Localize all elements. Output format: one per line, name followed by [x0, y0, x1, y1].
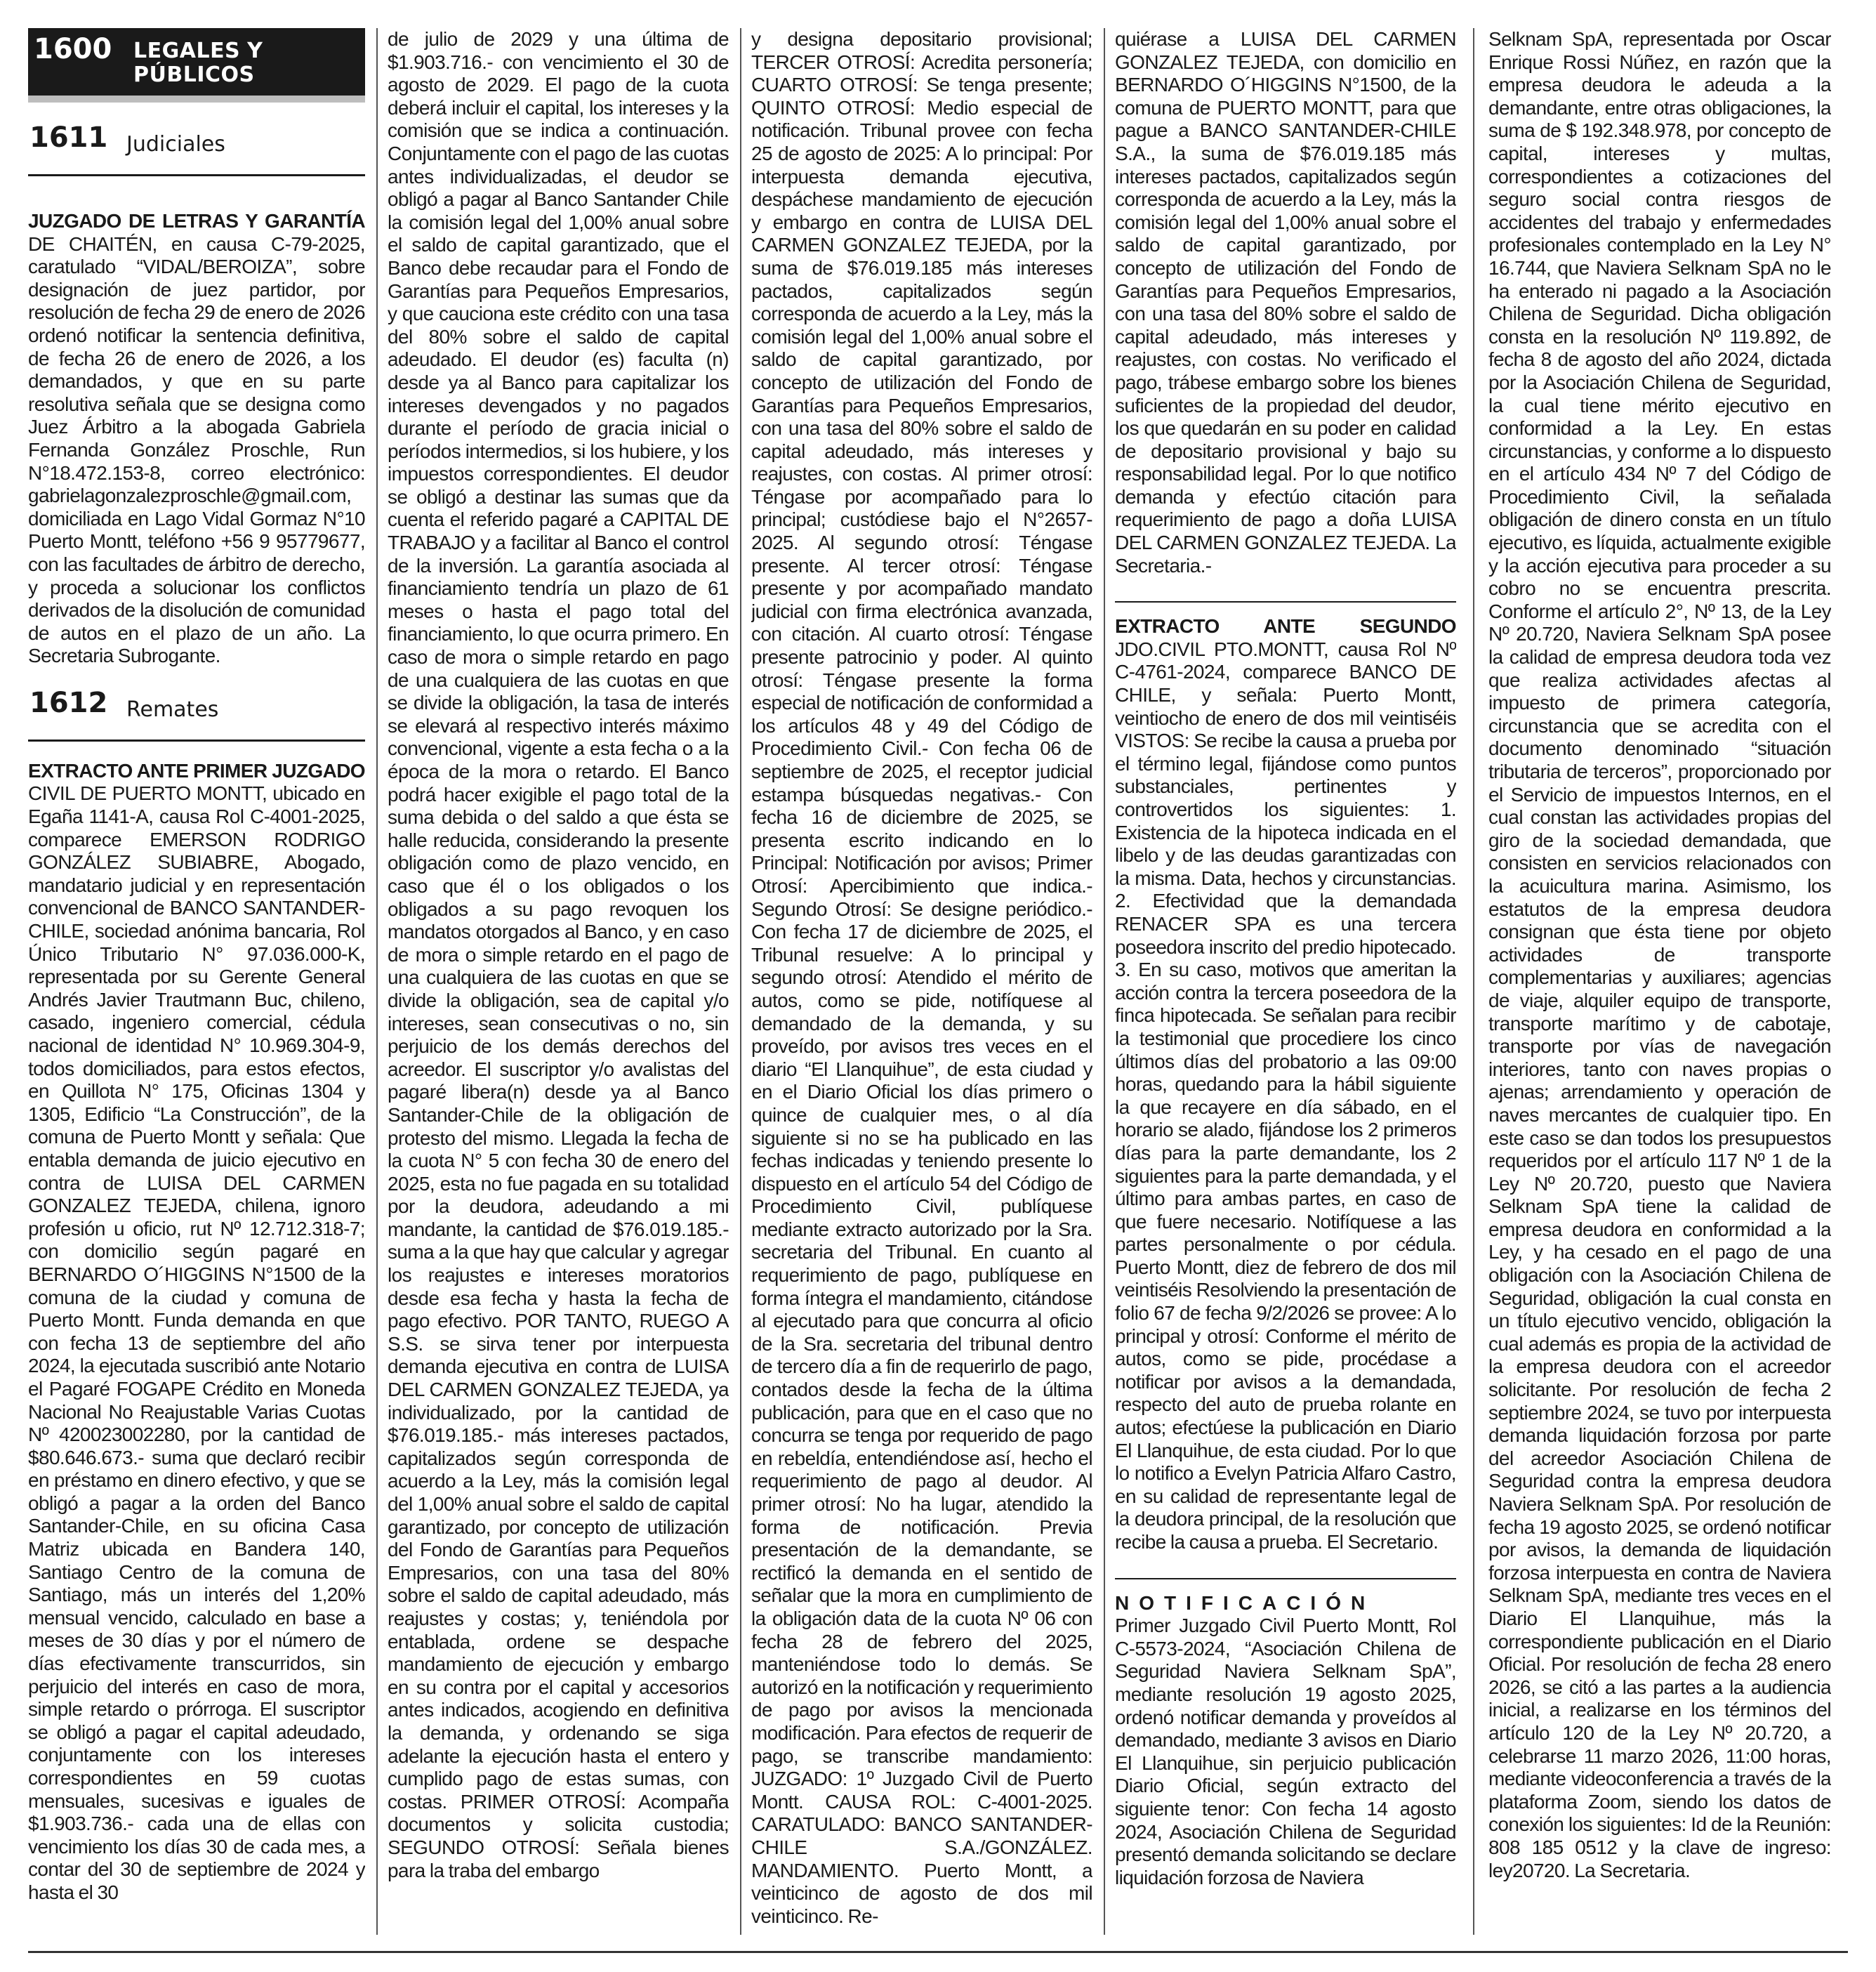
notice-body: quiérase a LUISA DEL CARMEN GONZALEZ TEJEDA, con domicilio en BERNARDO O´HIGGINS N°1500, de la comuna de PUERTO MONTT, para que pague a BANCO SANTANDER-CHILE S.A., la suma de $76.019.185 más intereses pactados, capitalizados según corresponda de acuerdo a la Ley, más la comisión legal del 1,00% anual sobre el saldo de capital garantizado, por concepto de utilización del Fondo de Garantías para Pequeños Empresarios, con una tasa del 80% sobre el saldo de capital adeudado, más intereses y reajustes, con costas. No verificado el pago, trábese embargo sobre los bienes suficientes de la propiedad del deudor, los que quedarán en su poder en calidad de depositario provisional y bajo su responsabilidad legal. Por lo que notifico demanda y efectúo citación para requerimiento de pago a doña LUISA DEL CARMEN GONZALEZ TEJEDA. La Secretaria.-: [1115, 28, 1456, 577]
notice-primer-juzgado-cont: [388, 28, 729, 1882]
subsection-header-judiciales: [28, 118, 365, 173]
notice-body: Primer Juzgado Civil Puerto Montt, Rol C-5573-2024, “Asociación Chilena de Seguridad Naviera Selknam SpA”, mediante resolución 19 agosto 2025, ordenó notificar demanda y proveídos al demandado, mediante 3 avisos en Diario El Llanquihue, sin perjuicio publicación Diario Oficial, según extracto del siguiente tenor: Con fecha 14 agosto 2024, Asociación Chilena de Seguridad presentó demanda solicitando se declare liquidación forzosa de Naviera: [1115, 1615, 1456, 1888]
notice-lead: EXTRACTO ANTE SEGUNDO: [1115, 615, 1456, 638]
section-header: [28, 28, 365, 103]
notice-body: Selknam SpA, representada por Oscar Enrique Rossi Núñez, en razón que la empresa deudora le adeuda a la demandante, entre otras obligaciones, la suma de $ 192.348.978, por concepto de capital, intereses y multas, correspondientes a cotizaciones del seguro social contra riesgos de accidentes del trabajo y enfermedades profesionales contemplado en la Ley N° 16.744, que Naviera Selknam SpA no le ha enterado ni pagado a la Asociación Chilena de Seguridad. Dicha obligación consta en la resolución Nº 119.892, de fecha 8 de agosto del año 2024, dictada por la Asociación Chilena de Seguridad, la cual tiene mérito ejecutivo en conformidad a la Ley. En estas circunstancias, y conforme a lo dispuesto en el artículo 434 Nº 7 del Código de Procedimiento Civil, la señalada obligación de dinero consta en un título ejecutivo, es líquida, actualmente exigible y la acción ejecutiva para proceder a su cobro no se encuentra prescrita. Conforme el artículo 2°, Nº 13, de la Ley Nº 20.720, Naviera Selknam SpA posee la calidad de empresa deudora toda vez que realiza actividades afectas al impuesto de primera categoría, circunstancia que se acredita con el documento denominado “situación tributaria de terceros”, proporcionado por el Servicio de impuestos Internos, en el cual constan las actividades propias del giro de la sociedad demandada, que consisten en servicios relacionados con la acuicultura marina. Asimismo, los estatutos de la empresa deudora consignan que ésta tiene por objeto actividades de transporte complementarias y auxiliares; agencias de viaje, alquiler equipo de transporte, transporte marítimo y de cabotaje, transporte por vías de navegación interiores, tanto con naves propias o ajenas; arrendamiento y operación de naves mercantes de cualquier tipo. En este caso se dan todos los presupuestos requeridos por el artículo 117 Nº 1 de la Ley Nº 20.720, puesto que Naviera Selknam SpA tiene la calidad de empresa deudora en conformidad a la Ley, y ha cesado en el pago de una obligación con la Asociación Chilena de Seguridad, obligación la cual consta en un título ejecutivo vencido, obligación la cual además es propia de la actividad de la empresa deudora con el acreedor solicitante. Por resolución de fecha 2 septiembre 2024, se tuvo por interpuesta demanda liquidación forzosa por parte del acreedor Asociación Chilena de Seguridad contra la empresa deudora Naviera Selknam SpA. Por resolución de fecha 19 agosto 2025, se ordenó notificar por avisos, la demanda de liquidación forzosa interpuesta en contra de Naviera Selknam SpA, mediante tres veces en el Diario El Llanquihue, más la correspondiente publicación en el Diario Oficial. Por resolución de fecha 28 enero 2026, se citó a las partes a la audiencia inicial, a realizarse en los términos del artículo 120 de la Ley Nº 20.720, a celebrarse 11 marzo 2026, 11:00 horas, mediante videoconferencia a través de la plataforma Zoom, siendo los datos de conexión los siguientes: Id de la Reunión: 808 185 0512 y la clave de ingreso: ley20720. La Secretaria.: [1488, 28, 1831, 1881]
section-name: LEGALES Y PÚBLICOS: [133, 39, 263, 87]
notice-notificacion: [1115, 1578, 1456, 1890]
column-1: [28, 28, 365, 1935]
subsection-name: Remates: [126, 697, 219, 722]
column-divider: [1104, 28, 1105, 1935]
notice-juzgado-chaiten: [28, 210, 365, 668]
notice-body: y designa depositario provisional; TERCER OTROSÍ: Acredita personería; CUARTO OTROSÍ: Se tenga presente; QUINTO OTROSÍ: Medio especial de notificación. Tribunal provee con fecha 25 de agosto de 2025: A lo principal: Por interpuesta demanda ejecutiva, despáchese mandamiento de ejecución y embargo en contra de LUISA DEL CARMEN GONZALEZ TEJEDA, por la suma de $76.019.185 más intereses pactados, capitalizados según corresponda de acuerdo a la Ley, más la comisión legal del 1,00% anual sobre el saldo de capital garantizado, por concepto de utilización del Fondo de Garantías para Pequeños Empresarios, con una tasa del 80% sobre el saldo de capital adeudado, más intereses y reajustes, con costas. Al primer otrosí: Téngase por acompañado para lo principal; custódiese bajo el N°2657-2025. Al segundo otrosí: Téngase presente. Al tercer otrosí: Téngase presente y por acompañado mandato judicial con firma electrónica avanzada, con citación. Al cuarto otrosí: Téngase presente patrocinio y poder. Al quinto otrosí: Téngase presente la forma especial de notificación de conformidad a los artículos 48 y 49 del Código de Procedimiento Civil.- Con fecha 06 de septiembre de 2025, el receptor judicial estampa búsquedas negativas.- Con fecha 16 de diciembre de 2025, se presenta escrito indicando en lo Principal: Notificación por avisos; Primer Otrosí: Apercibimiento que indica.- Segundo Otrosí: Se designe periódico.- Con fecha 17 de diciembre de 2025, el Tribunal resuelve: A lo principal y segundo otrosí: Atendido el mérito de autos, como se pide, notifíquese al demandado de la demanda, y su proveído, por avisos tres veces en el diario “El Llanquihue”, de esta ciudad y en el Diario Oficial los días primero o quince de cualquier mes, o al día siguiente si no se ha publicado en las fechas indicadas y teniendo presente lo dispuesto en el artículo 54 del Código de Procedimiento Civil, publíquese mediante extracto autorizado por la Sra. secretaria del Tribunal. En cuanto al requerimiento de pago, publíquese en forma íntegra el mandamiento, citándose al ejecutado para que concurra al oficio de la Sra. secretaria del tribunal dentro de tercero día a fin de requerirlo de pago, contados desde la fecha de la última publicación, para que en el caso que no concurra se tenga por requerido de pago en rebeldía, entendiéndose así, hecho el requerimiento de pago al deudor. Al primer otrosí: No ha lugar, atendido la forma de notificación. Previa presentación de la demandante, se rectificó la demanda en el sentido de señalar que la mora en cumplimiento de la obligación data de la cuota Nº 06 con fecha 28 de febrero del 2025, manteniéndose todo lo demás. Se autorizó en la notificación y requerimiento de pago por avisos la mencionada modificación. Para efectos de requerir de pago, se transcribe mandamiento: JUZGADO: 1º Juzgado Civil de Puerto Montt. CAUSA ROL: C-4001-2025. CARATULADO: BANCO SANTANDER-CHILE S.A./GONZÁLEZ. MANDAMIENTO. Puerto Montt, a veinticinco de agosto de dos mil veinticinco. Re-: [751, 28, 1092, 1927]
subsection-rule: [28, 174, 365, 176]
page-bottom-rule: [28, 1951, 1848, 1953]
notice-lead: EXTRACTO ANTE PRIMER JUZGADO: [28, 759, 365, 782]
column-divider: [740, 28, 741, 1935]
column-3: [751, 28, 1092, 1935]
notice-segundo-juzgado: [1115, 601, 1456, 1553]
column-2: [388, 28, 729, 1935]
column-divider: [1473, 28, 1474, 1935]
notice-body: CIVIL DE PUERTO MONTT, ubicado en Egaña 1141-A, causa Rol C-4001-2025, comparece EMERSON RODRIGO GONZÁLEZ SUBIABRE, Abogado, mandatario judicial y en representación convencional de BANCO SANTANDER-CHILE, sociedad anónima bancaria, Rol Único Tributario N° 97.036.000-K, representada por su Gerente General Andrés Javier Trautmann Buc, chileno, casado, ingeniero comercial, cédula nacional de identidad N° 10.969.304-9, todos domiciliados, para estos efectos, en Quillota N° 175, Oficinas 1304 y 1305, Edificio “La Construcción”, de la comuna de Puerto Montt y señala: Que entabla demanda de juicio ejecutivo en contra de LUISA DEL CARMEN GONZALEZ TEJEDA, chilena, ignoro profesión u oficio, rut Nº 12.712.318-7; con domicilio según pagaré en BERNARDO O´HIGGINS N°1500 de la comuna de la ciudad y comuna de Puerto Montt. Funda demanda en que con fecha 13 de septiembre del año 2024, la ejecutada suscribió ante Notario el Pagaré FOGAPE Crédito en Moneda Nacional No Reajustable Varias Cuotas Nº 420023002280, por la cantidad de $80.646.673.- suma que declaró recibir en préstamo en dinero efectivo, y que se obligó a pagar a la orden del Banco Santander-Chile, en su oficina Casa Matriz ubicada en Bandera 140, Santiago Centro de la comuna de Santiago, más un interés del 1,20% mensual vencido, calculado en base a meses de 30 días y por el número de días efectivamente transcurridos, sin perjuicio del interés en caso de mora, simple retardo o prórroga. El suscriptor se obligó a pagar el capital adeudado, conjuntamente con los intereses correspondientes en 59 cuotas mensuales, sucesivas e iguales de $1.903.736.- cada una de ellas con vencimiento los días 30 de cada mes, a contar del 30 de septiembre de 2024 y hasta el 30: [28, 782, 365, 1903]
notice-body: JDO.CIVIL PTO.MONTT, causa Rol Nº C-4761-2024, comparece BANCO DE CHILE, y señala: Puerto Montt, veintiocho de enero de dos mil veintiséis VISTOS: Se recibe la causa a prueba por el término legal, fijándose como puntos substanciales, pertinentes y controvertidos los siguientes: 1. Existencia de la hipoteca indicada en el libelo y de las deudas garantizadas con la misma. Data, hechos y circunstancias. 2. Efectividad que la demandada RENACER SPA es una tercera poseedora inscrito del predio hipotecado. 3. En su caso, motivos que ameritan la acción contra la tercera poseedora de la finca hipotecada. Se señalan para recibir la testimonial que procediere los cinco últimos días del probatorio a las 09:00 horas, quedando para la hábil siguiente la que recayere en día sábado, en el horario se alado, fijándose los 2 primeros días para la parte demandante, los 2 siguientes para la parte demandada, y el último para ambas partes, en caso de que fuere necesario. Notifíquese a las partes personalmente o por cédula. Puerto Montt, diez de febrero de dos mil veintiséis Resolviendo la presentación de folio 67 de fecha 9/2/2026 se provee: A lo principal y otrosí: Conforme el mérito de autos, como se pide, procédase a notificar por avisos a la demandada, respecto del auto de prueba rolante en autos; efectúese la publicación en Diario El Llanquihue, de esta ciudad. Por lo que lo notifico a Evelyn Patricia Alfaro Castro, en su calidad de representante legal de la deudora principal, de la resolución que recibe la causa a prueba. El Secretario.: [1115, 638, 1456, 1553]
notice-primer-juzgado: [28, 760, 365, 1905]
subsection-name: Judiciales: [126, 132, 225, 157]
notice-notificacion-cont: [1488, 28, 1831, 1882]
notice-lead: NOTIFICACIÓN: [1115, 1591, 1375, 1614]
column-4: [1115, 28, 1456, 1935]
subsection-number: 1611: [29, 121, 108, 154]
column-5: [1488, 28, 1831, 1935]
notice-body: de julio de 2029 y una última de $1.903.716.- con vencimiento el 30 de agosto de 2029. El pago de la cuota deberá incluir el capital, los intereses y la comisión que se indica a continuación. Conjuntamente con el pago de las cuotas antes individualizadas, el deudor se obligó a pagar al Banco Santander Chile la comisión legal del 1,00% anual sobre el saldo de capital garantizado, que el Banco debe recaudar para el Fondo de Garantías para Pequeños Empresarios, y que cauciona este crédito con una tasa del 80% sobre el saldo de capital adeudado. El deudor (es) faculta (n) desde ya al Banco para capitalizar los intereses devengados y no pagados durante el período de gracia inicial o períodos intermedios, si los hubiere, y los impuestos correspondientes. El deudor se obligó a destinar las sumas que da cuenta el referido pagaré a CAPITAL DE TRABAJO y a facilitar al Banco el control de la inversión. La garantía asociada al financiamiento tendría un plazo de 61 meses o hasta el pago total del financiamiento, lo que ocurra primero. En caso de mora o simple retardo en pago de una cualquiera de las cuotas en que se divide la obligación, la tasa de interés se elevará al respectivo interés máximo convencional, vigente a esta fecha o a la época de la mora o retardo. El Banco podrá hacer exigible el pago total de la suma debida o del saldo a que ésta se halle reducida, considerando la presente obligación como de plazo vencido, en caso que él o los obligados o los obligados a su pago revoquen los mandatos otorgados al Banco, y en caso de mora o simple retardo en el pago de una cualquiera de las cuotas en que se divide la obligación, sea de capital y/o intereses, sean consecutivas o no, sin perjuicio de los demás derechos del acreedor. El suscriptor y/o avalistas del pagaré libera(n) desde ya al Banco Santander-Chile de la obligación de protesto del mismo. Llegada la fecha de la cuota N° 5 con fecha 30 de enero del 2025, esta no fue pagada en su totalidad por la deudora, adeudando a mi mandante, la cantidad de $76.019.185.- suma a la que hay que calcular y agregar los reajustes e intereses moratorios desde esa fecha y hasta la fecha de pago efectivo. POR TANTO, RUEGO A S.S. se sirva tener por interpuesta demanda ejecutiva en contra de LUISA DEL CARMEN GONZALEZ TEJEDA, ya individualizado, por la cantidad de $76.019.185.- más intereses pactados, capitalizados según corresponda de acuerdo a la Ley, más la comisión legal del 1,00% anual sobre el saldo de capital garantizado, por concepto de utilización del Fondo de Garantías para Pequeños Empresarios, con una tasa del 80% sobre el saldo de capital adeudado, más reajustes y costas; y, teniéndola por entablada, ordene se despache mandamiento de ejecución y embargo en su contra por el capital y accesorios antes indicados, acogiendo en definitiva la demanda, y ordenando se siga adelante la ejecución hasta el entero y cumplido pago de estas sumas, con costas. PRIMER OTROSÍ: Acompaña documentos y solicita custodia; SEGUNDO OTROSÍ: Señala bienes para la traba del embargo: [388, 28, 729, 1881]
notice-body: DE CHAITÉN, en causa C-79-2025, caratulado “VIDAL/BEROIZA”, sobre designación de juez partidor, por resolución de fecha 29 de enero de 2026 ordenó notificar la sentencia definitiva, de fecha 26 de enero de 2026, a los demandados, y que en su parte resolutiva señala que se designa como Juez Árbitro a la abogada Gabriela Fernanda González Proschle, Run N°18.472.153-8, correo electrónico: gabrielagonzalezproschle@gmail.com, domiciliada en Lago Vidal Gormaz N°10 Puerto Montt, teléfono +56 9 95779677, con las facultades de árbitro de derecho, y procedа a solucionar los conflictos derivados de la disolución de comunidad de autos en el plazo de un año. La Secretaria Subrogante.: [28, 232, 365, 667]
subsection-header-remates: [28, 683, 365, 738]
subsection-number: 1612: [29, 686, 108, 719]
notice-lead: JUZGADO DE LETRAS Y GARANTÍA: [28, 210, 365, 232]
section-number: 1600: [34, 33, 112, 65]
notice-primer-juzgado-cont: [751, 28, 1092, 1928]
notice-primer-juzgado-cont: [1115, 28, 1456, 577]
subsection-rule: [28, 740, 365, 742]
column-divider: [376, 28, 378, 1935]
